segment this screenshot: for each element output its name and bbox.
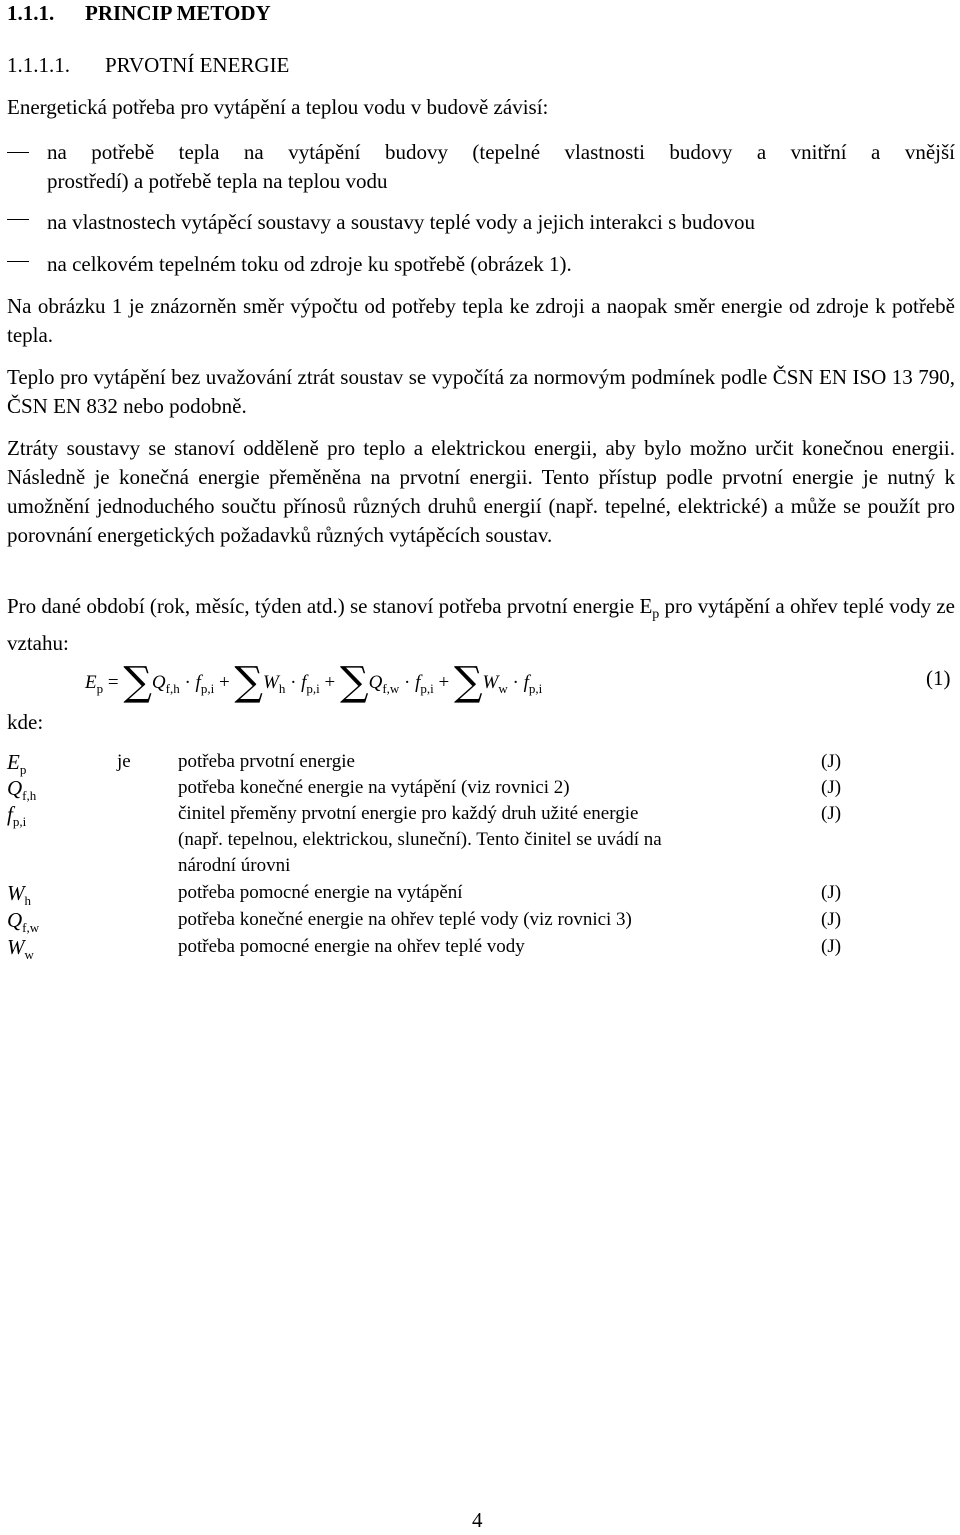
section-heading (7, 0, 271, 27)
je-word: je (117, 751, 131, 772)
paragraph-3: Ztráty soustavy se stanoví odděleně pro teplo a elektrickou energii, aby bylo možno určit konečnou energii. Následně je konečná energie přeměněna na prvotní energii. Tento přístup podle prvotní energie je nutný k umožnění jednoduchého součtu přínosů různých druhů energií (např. tepelné, elektrické) a může se použít pro porovnání energetických požadavků různých vytápěcích soustav. (7, 436, 955, 547)
eq-dot: · (179, 672, 196, 693)
paragraph-2: Teplo pro vytápění bez uvažování ztrát soustav se vypočítá za normovým podmínek podle ČSN EN ISO 13 790, ČSN EN 832 nebo podobně. (7, 365, 955, 418)
equation (85, 659, 543, 707)
eq-term-symbol: Q (368, 672, 383, 693)
eq-factor-symbol: f (195, 672, 201, 693)
eq-factor-subscript: p,i (200, 680, 215, 696)
legend-description: potřeba konečné energie na ohřev teplé vody (viz rovnici 3) (178, 909, 632, 930)
eq-term-subscript: h (278, 680, 286, 696)
legend-unit: (J) (821, 777, 842, 798)
subsection-heading (7, 51, 289, 79)
legend-description-cont: národní úrovni (178, 855, 291, 876)
page-number: 4 (472, 1508, 483, 1532)
equation-number: (1) (926, 666, 951, 690)
eq-factor-symbol: f (415, 672, 421, 693)
legend-symbol: $W_h$ (7, 881, 31, 909)
legend-unit: (J) (821, 882, 842, 903)
subsection-number: 1.1.1.1. (7, 53, 70, 77)
eq-term-symbol: W (482, 672, 499, 693)
section-title: PRINCIP METODY (85, 1, 271, 25)
paragraph-4-text-a: Pro dané období (rok, měsíc, týden atd.) se stanoví potřeba prvotní energie E (7, 594, 653, 618)
subsection-title: PRVOTNÍ ENERGIE (105, 53, 290, 77)
paragraph-4-text-b: pro vytápění a ohřev teplé vody ze vztahu: (7, 594, 955, 656)
eq-factor-subscript: p,i (306, 680, 320, 696)
legend-symbol: $f_{p,i}$ (7, 802, 27, 830)
eq-dot: · (507, 672, 524, 693)
eq-lhs-subscript: p (96, 680, 104, 696)
eq-plus: + (214, 672, 235, 693)
bullet-2: na vlastnostech vytápěcí soustavy a soustavy teplé vody a jejich interakci s budovou (47, 210, 755, 234)
legend-description: činitel přeměny prvotní energie pro každý druh užité energie (178, 803, 639, 824)
paragraph-1: Na obrázku 1 je znázorněn směr výpočtu od potřeby tepla ke zdroji a naopak směr energie od zdroje k potřebě tepla. (7, 294, 955, 347)
legend-unit: (J) (821, 909, 842, 930)
sum-symbol: ∑ (234, 659, 263, 705)
legend-description-cont: (např. tepelnou, elektrickou, sluneční). Tento činitel se uvádí na (178, 829, 662, 850)
eq-plus: + (433, 672, 454, 693)
eq-dot: · (285, 672, 302, 693)
eq-term-symbol: Q (151, 672, 166, 693)
eq-lhs-symbol: E (85, 672, 97, 693)
eq-term-subscript: w (498, 680, 508, 696)
intro-text: Energetická potřeba pro vytápění a teplou vodu v budově závisí: (7, 95, 549, 119)
eq-factor-symbol: f (523, 672, 529, 693)
legend-description: potřeba prvotní energie (178, 751, 355, 772)
legend-symbol: $Q_{f,h}$ (7, 776, 37, 804)
bullet-3: na celkovém tepelném toku od zdroje ku spotřebě (obrázek 1). (47, 252, 572, 276)
legend-description: potřeba konečné energie na vytápění (viz rovnici 2) (178, 777, 570, 798)
legend-unit: (J) (821, 803, 842, 824)
eq-factor-subscript: p,i (528, 680, 543, 696)
legend-unit: (J) (821, 751, 842, 772)
eq-term-subscript: f,h (165, 680, 180, 696)
paragraph-4 (7, 592, 955, 658)
eq-term-subscript: f,w (382, 680, 400, 696)
bullet-dash (7, 219, 29, 220)
legend-symbol: $Q_{f,w}$ (7, 908, 40, 936)
section-number: 1.1.1. (7, 1, 55, 25)
legend-symbol: $W_w$ (7, 935, 34, 963)
bullet-1-line-2: prostředí) a potřebě tepla na teplou vodu (47, 169, 388, 193)
eq-dot: · (399, 672, 416, 693)
where-label: kde: (7, 710, 44, 734)
legend-description: potřeba pomocné energie na vytápění (178, 882, 463, 903)
eq-term-symbol: W (262, 672, 279, 693)
paragraph-4-subscript: p (652, 607, 660, 623)
eq-factor-subscript: p,i (420, 680, 434, 696)
eq-factor-symbol: f (301, 672, 307, 693)
bullet-dash (7, 152, 29, 153)
eq-equals: = (103, 672, 124, 693)
sum-symbol: ∑ (453, 659, 483, 705)
bullet-1-line-1: na potřebě tepla na vytápění budovy (tepelné vlastnosti budovy a vnitřní a vnější (47, 140, 955, 164)
legend-unit: (J) (821, 936, 842, 957)
bullet-dash (7, 261, 29, 262)
legend-symbol: $E_p$ (7, 750, 27, 778)
eq-plus: + (319, 672, 341, 693)
legend-description: potřeba pomocné energie na ohřev teplé vody (178, 936, 525, 957)
sum-symbol: ∑ (123, 659, 152, 705)
sum-symbol: ∑ (340, 659, 369, 705)
